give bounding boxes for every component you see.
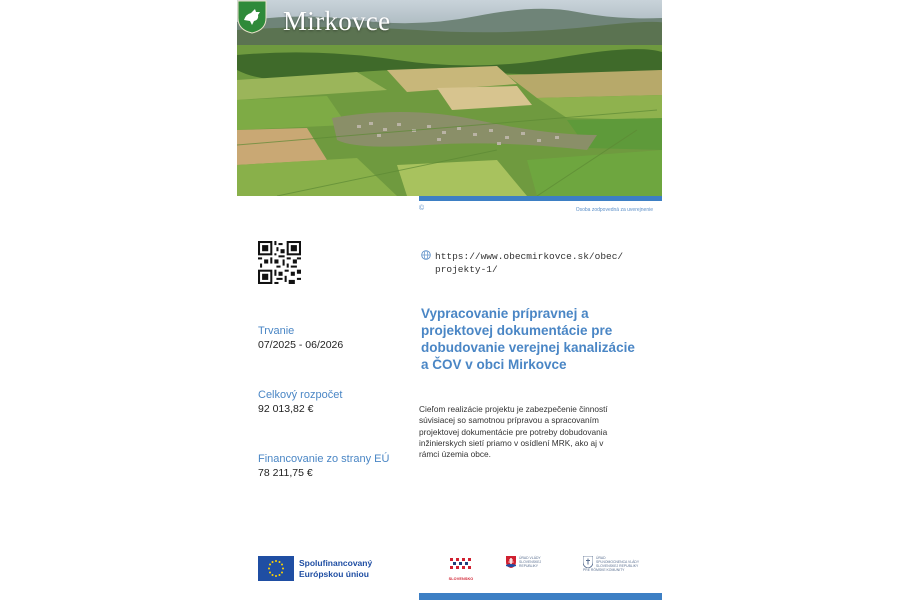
duration-value: 07/2025 - 06/2026 xyxy=(258,339,344,351)
title-line: dobudovanie verejnej kanalizácie xyxy=(421,340,635,355)
budget-value: 92 013,82 € xyxy=(258,403,314,415)
government-office-logo xyxy=(506,556,558,568)
uv-line-2: SPLNOMOCNENCA VLÁDY xyxy=(596,560,640,564)
description-line: projektovej dokumentácie pre potreby dobudovania xyxy=(419,426,608,437)
project-title xyxy=(421,305,657,373)
eu-funding-value: 78 211,75 € xyxy=(258,467,313,479)
project-poster xyxy=(237,0,662,600)
village-name: Mirkovce xyxy=(283,6,391,36)
slovensko-logo-label: SLOVENSKO xyxy=(448,577,474,581)
ufer-line-2: SLOVENSKEJ REPUBLIKY xyxy=(519,560,542,568)
responsible-person-note: Osoba zodpovedná za uverejnenie xyxy=(575,207,653,213)
title-line: Vypracovanie prípravnej a xyxy=(421,306,589,321)
slovensko-logo-mark-icon xyxy=(448,556,474,571)
qr-code[interactable] xyxy=(258,241,301,284)
project-description xyxy=(419,404,634,460)
fact-eu-funding xyxy=(258,453,389,480)
hero-aerial-photo xyxy=(237,0,662,196)
eu-funding-label: Financovanie zo strany EÚ xyxy=(258,453,390,465)
village-crest-icon xyxy=(237,0,267,34)
duration-label: Trvanie xyxy=(258,325,295,337)
url-line-2[interactable]: projekty-1/ xyxy=(435,264,498,275)
shield-emblem-icon xyxy=(583,556,593,568)
fact-duration xyxy=(258,325,343,352)
description-line: Cieľom realizácie projektu je zabezpečenie činností xyxy=(419,404,608,414)
uv-line-4: PRE RÓMSKE KOMUNITY xyxy=(583,568,625,572)
eu-text-line-1: Spolufinancovaný xyxy=(299,558,373,568)
url-line-1[interactable]: https://www.obecmirkovce.sk/obec/ xyxy=(435,251,624,262)
fact-total-budget xyxy=(258,389,342,416)
ufer-line-1: ÚRAD VLÁDY xyxy=(519,556,541,560)
eu-flag-icon xyxy=(258,556,294,581)
title-line: a ČOV v obci Mirkovce xyxy=(421,357,567,372)
eu-cofinanced-text xyxy=(299,558,372,579)
slovensko-logo xyxy=(446,556,476,581)
budget-label: Celkový rozpočet xyxy=(258,389,343,401)
accent-bar-top xyxy=(419,196,662,201)
eu-text-line-2: Európskou úniou xyxy=(299,568,369,579)
project-url[interactable] xyxy=(421,250,624,276)
description-line: súvisiacej so samotnou prípravou a spracovaním xyxy=(419,415,599,426)
globe-icon xyxy=(421,250,431,260)
accent-bar-bottom xyxy=(419,593,662,600)
plenipotentiary-office-logo xyxy=(583,556,647,572)
uv-line-3: SLOVENSKEJ REPUBLIKY xyxy=(596,564,639,568)
title-line: projektovej dokumentácie pre xyxy=(421,323,613,338)
uv-line-1: ÚRAD xyxy=(596,556,606,560)
copyright-mark: © xyxy=(419,205,425,212)
description-line: rámci územia obce. xyxy=(419,449,491,460)
slovak-coat-of-arms-icon xyxy=(506,556,516,568)
description-line: inžinierskych sietí priamo v osídlení MRK, ako aj v xyxy=(419,437,604,448)
